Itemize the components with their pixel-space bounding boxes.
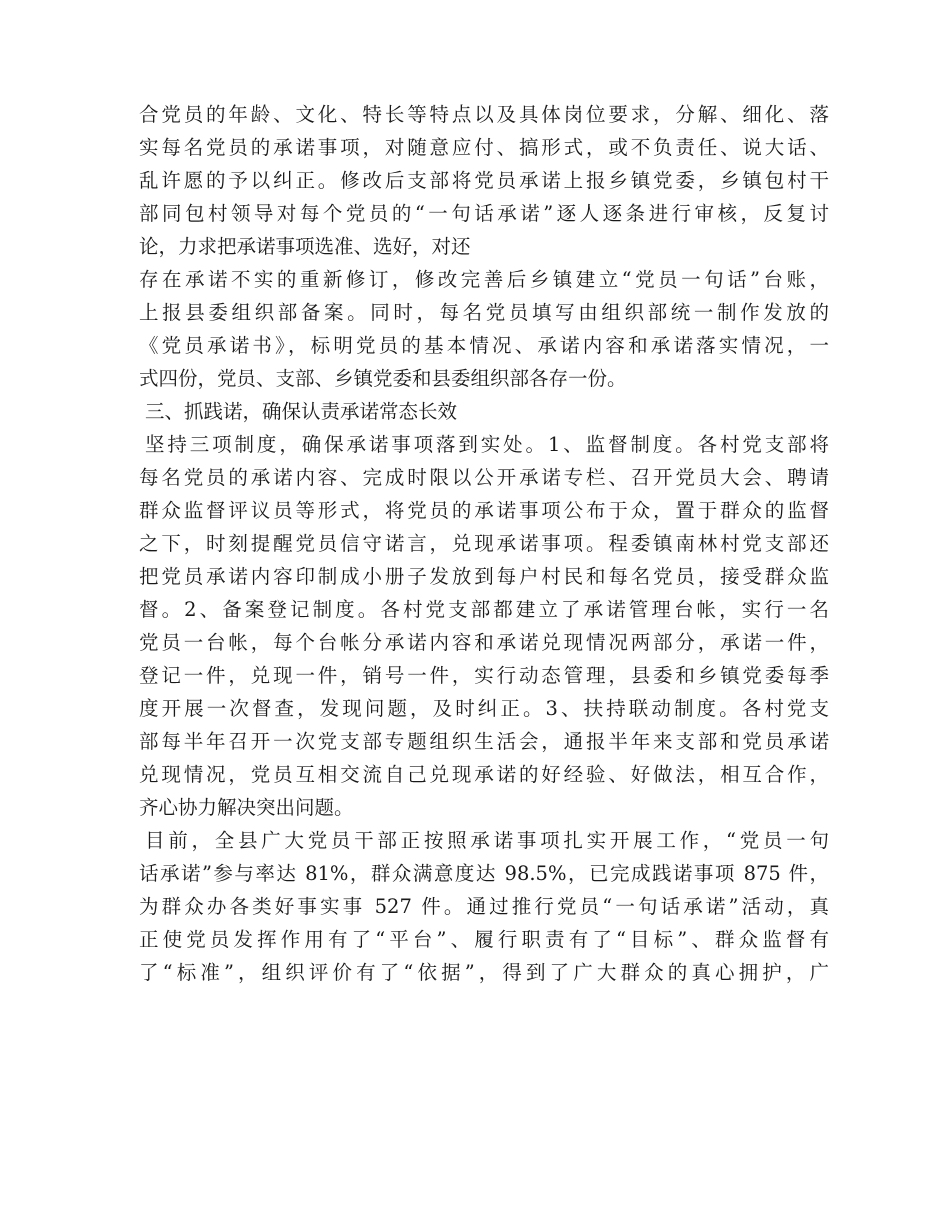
section-heading: 三、抓践诺，确保认责承诺常态长效 [145,400,458,423]
paragraph-line: 式四份，党员、支部、乡镇党委和县委组织部各存一份。 [139,367,627,390]
paragraph-line: 度开展一次督查，发现问题，及时纠正。3、扶持联动制度。各村党支 [139,697,829,720]
paragraph-line: 兑现情况，党员互相交流自己兑现承诺的好经验、好做法，相互合作， [139,763,829,786]
paragraph-line: 部同包村领导对每个党员的“一句话承诺”逐人逐条进行审核，反复讨 [139,202,829,225]
paragraph-line: 登记一件，兑现一件，销号一件，实行动态管理，县委和乡镇党委每季 [139,664,829,687]
body-text [139,98,829,989]
paragraph-line: 党员一台帐，每个台帐分承诺内容和承诺兑现情况两部分，承诺一件， [139,631,829,654]
paragraph-line: 为群众办各类好事实事 527 件。通过推行党员“一句话承诺”活动，真 [139,895,829,918]
paragraph-line: 坚持三项制度，确保承诺事项落到实处。1、监督制度。各村党支部将 [145,433,829,456]
paragraph-line: 话承诺”参与率达 81%，群众满意度达 98.5%，已完成践诺事项 875 件， [139,862,829,885]
paragraph-line: 合党员的年龄、文化、特长等特点以及具体岗位要求，分解、细化、落 [139,103,829,126]
paragraph-line: 目前，全县广大党员干部正按照承诺事项扎实开展工作，“党员一句 [145,829,829,852]
paragraph-line: 督。2、备案登记制度。各村党支部都建立了承诺管理台帐，实行一名 [139,598,829,621]
paragraph-line: 实每名党员的承诺事项，对随意应付、搞形式，或不负责任、说大话、 [139,136,829,159]
paragraph-line: 之下，时刻提醒党员信守诺言，兑现承诺事项。程委镇南林村党支部还 [139,532,829,555]
paragraph-line: 存在承诺不实的重新修订，修改完善后乡镇建立“党员一句话”台账， [139,268,829,291]
paragraph-line: 齐心协力解决突出问题。 [139,796,354,819]
paragraph-line: 论，力求把承诺事项选准、选好，对还 [139,235,471,258]
paragraph-line: 每名党员的承诺内容、完成时限以公开承诺专栏、召开党员大会、聘请 [139,466,829,489]
paragraph-line: 正使党员发挥作用有了“平台”、履行职责有了“目标”、群众监督有 [139,928,829,951]
paragraph-line: 群众监督评议员等形式，将党员的承诺事项公布于众，置于群众的监督 [139,499,829,522]
paragraph-line: 上报县委组织部备案。同时，每名党员填写由组织部统一制作发放的 [139,301,829,324]
paragraph-line: 把党员承诺内容印制成小册子发放到每户村民和每名党员，接受群众监 [139,565,829,588]
paragraph-line: 《党员承诺书》，标明党员的基本情况、承诺内容和承诺落实情况，一 [139,334,829,357]
paragraph-line: 部每半年召开一次党支部专题组织生活会，通报半年来支部和党员承诺 [139,730,829,753]
paragraph-line: 乱许愿的予以纠正。修改后支部将党员承诺上报乡镇党委，乡镇包村干 [139,169,829,192]
paragraph-line: 了“标准”，组织评价有了“依据”，得到了广大群众的真心拥护，广 [139,961,829,984]
